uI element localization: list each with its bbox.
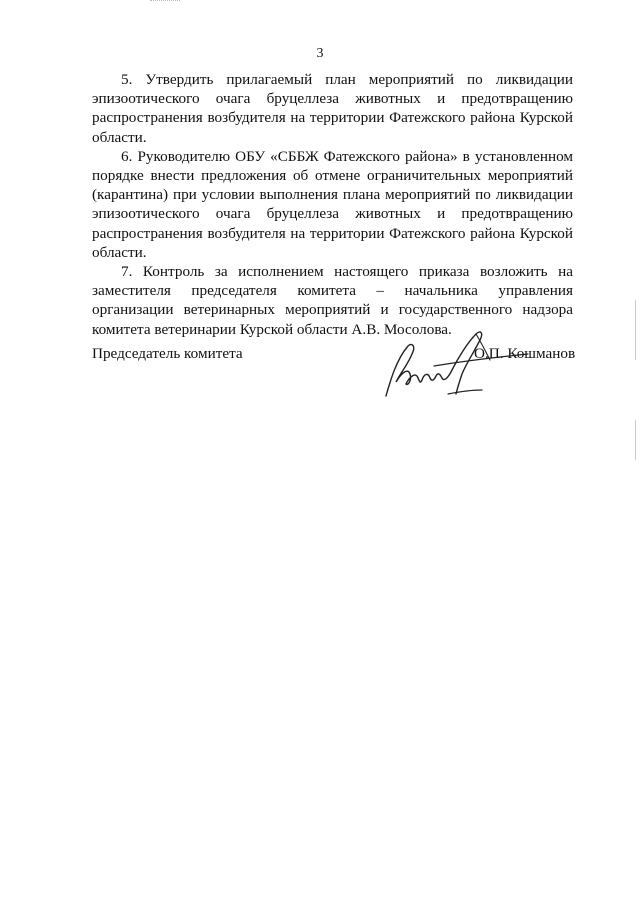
document-body bbox=[92, 70, 573, 339]
scan-edge-artifact bbox=[635, 420, 636, 460]
handwritten-signature bbox=[378, 324, 538, 404]
signatory-name: О.П. Кошманов bbox=[474, 345, 576, 362]
paragraph-item-6: 6. Руководителю ОБУ «СББЖ Фатежского района» в установленном порядке внести предложения об отмене ограничительных мероприятий (карантина) при условии выполнения плана мероприятий по ликвидации эпизоотического очага бруцеллеза животных и предотвращению распространения возбудителя на территории Фатежского района Курской области. bbox=[92, 147, 573, 261]
scan-edge-artifact bbox=[635, 300, 636, 360]
paragraph-item-7: 7. Контроль за исполнением настоящего приказа возложить на заместителя председателя комитета – начальника управления организации ветеринарных мероприятий и государственного надзора комитета ветеринарии Курской области А.В. Мосолова. bbox=[92, 263, 573, 338]
page-number: 3 bbox=[316, 46, 324, 61]
signatory-title: Председатель комитета bbox=[92, 345, 243, 362]
paragraph-item-5: 5. Утвердить прилагаемый план мероприятий по ликвидации эпизоотического очага бруцеллеза животных и предотвращению распространения возбудителя на территории Фатежского района Курской области. bbox=[92, 71, 573, 146]
scan-artifact bbox=[150, 0, 180, 3]
